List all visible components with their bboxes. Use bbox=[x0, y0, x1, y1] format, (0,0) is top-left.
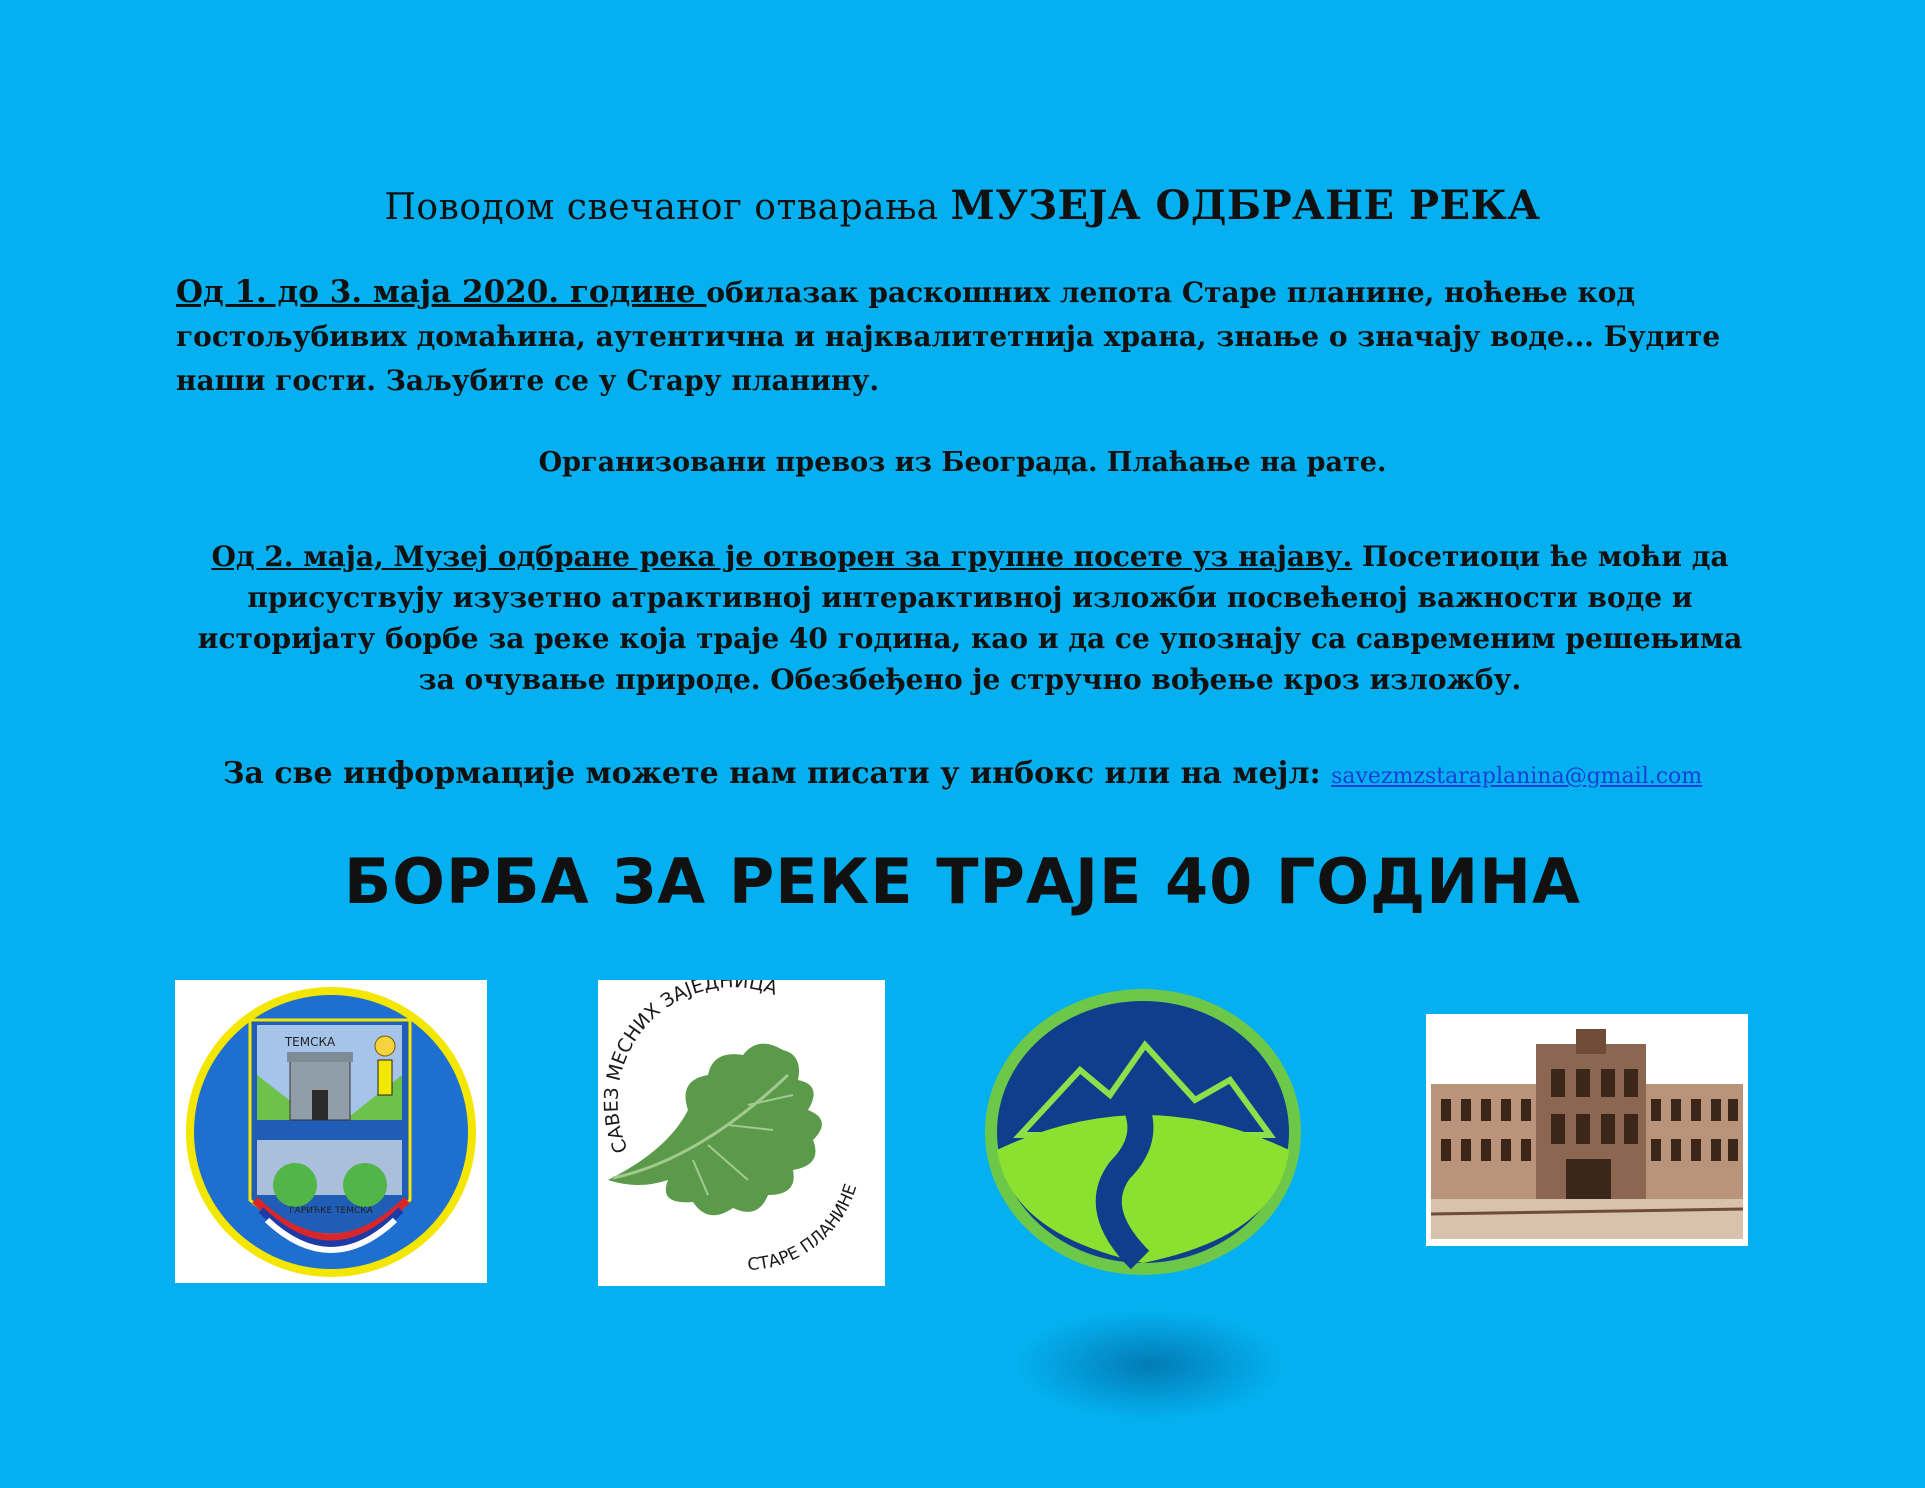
headline: БОРБА ЗА РЕКЕ ТРАЈЕ 40 ГОДИНА bbox=[343, 845, 1582, 918]
contact-text: За све информације можете нам писати у инбокс или на мејл: bbox=[222, 756, 1332, 791]
contact-line bbox=[0, 756, 1925, 791]
temska-label: ТЕМСКА bbox=[284, 1035, 336, 1049]
historic-building-photo bbox=[1426, 1014, 1748, 1246]
river-mountain-emblem bbox=[980, 985, 1306, 1280]
intro-line bbox=[0, 182, 1925, 229]
tour-text: обилазак раскошних лепота Старе планине, ноћење код гостољубивих домаћина, аутентична и најквалитетнија храна, знање о значају воде... Будите наши гости. Заљубите се у Стару планину. bbox=[176, 276, 1721, 397]
museum-name: МУЗЕЈА ОДБРАНЕ РЕКА bbox=[950, 182, 1541, 229]
drop-shadow bbox=[1015, 1310, 1285, 1420]
museum-paragraph bbox=[180, 536, 1760, 700]
temska-coat-of-arms-logo bbox=[175, 980, 487, 1283]
temska-ribbon-text: ГАРИЋКЕ ТЕМСКА bbox=[289, 1206, 373, 1216]
museum-text: Посетиоци ће моћи да присуствују изузетно атрактивној интерактивној изложби посвећеној важности воде и историјату борбе за реке која траје 40 година, као и да се упознају са савременим решењима за очување природе. Обезбеђено је стручно вођење кроз изложбу. bbox=[197, 540, 1743, 696]
email-link[interactable]: savezmzstaraplanina@gmail.com bbox=[1331, 764, 1703, 789]
tour-paragraph bbox=[176, 270, 1756, 403]
savez-bottom-arc-text: СТАРЕ ПЛАНИНЕ bbox=[746, 1181, 862, 1276]
tour-date: Од 1. до 3. маја 2020. године bbox=[176, 274, 707, 310]
intro-prefix: Поводом свечаног отварања bbox=[384, 187, 951, 228]
museum-open-date: Од 2. маја, Музеј одбране река је отворен за групне посете уз најаву. bbox=[211, 540, 1353, 573]
savez-mesnih-zajednica-logo bbox=[598, 980, 885, 1286]
transport-note: Организовани превоз из Београда. Плаћање на рате. bbox=[538, 447, 1387, 478]
savez-top-arc-text: САВЕЗ МЕСНИХ ЗАЈЕДНИЦА bbox=[600, 980, 781, 1157]
